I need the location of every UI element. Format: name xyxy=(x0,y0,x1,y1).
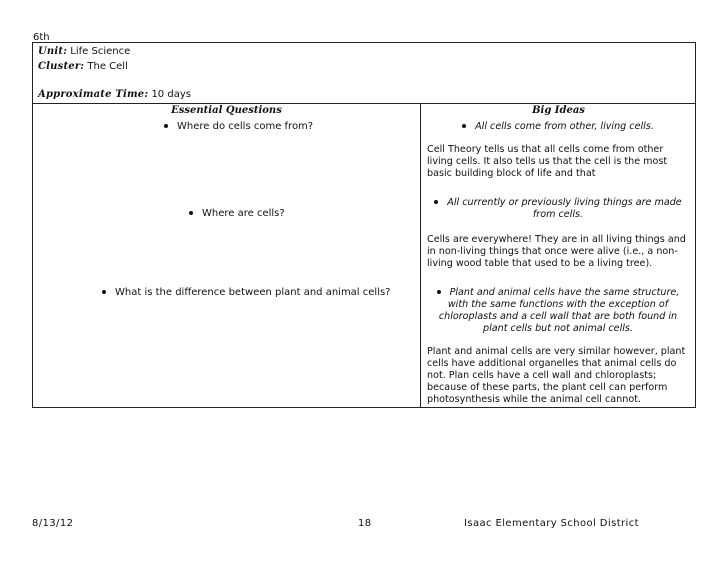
time-label: Approximate Time: xyxy=(38,89,149,100)
cluster-row xyxy=(38,61,128,73)
time-row xyxy=(38,89,191,101)
unit-row xyxy=(38,46,130,58)
question-item: Where are cells? xyxy=(189,208,285,219)
big-idea-text: Plant and animal cells are very similar however, plant cells have additional organelles that animal cells do not. Plan cells have a cell wall and chloroplasts; because of these parts, the plant cell can perform photosynthesis while the animal cell cannot. xyxy=(427,346,686,405)
column-divider xyxy=(420,103,421,407)
cluster-value: The Cell xyxy=(87,61,128,72)
footer-date: 8/13/12 xyxy=(32,518,74,529)
cluster-label: Cluster: xyxy=(38,61,85,72)
big-idea-text: Cell Theory tells us that all cells come from other living cells. It also tells us that the cell is the most basic building block of life and that xyxy=(427,144,668,179)
big-idea-item: Plant and animal cells have the same structure, with the same functions with the exception of chloroplasts and a cell wall that are both found in plant cells but not animal cells. xyxy=(427,287,689,335)
footer-page-number: 18 xyxy=(358,518,372,529)
footer-district: Isaac Elementary School District xyxy=(464,518,639,529)
bullet-icon xyxy=(437,290,441,294)
question-item: What is the difference between plant and animal cells? xyxy=(102,287,391,298)
essential-questions-heading: Essential Questions xyxy=(171,105,282,116)
bullet-icon xyxy=(164,124,168,128)
bullet-icon xyxy=(189,211,193,215)
unit-label: Unit: xyxy=(38,46,68,57)
header-divider xyxy=(33,103,695,104)
grade-label: 6th xyxy=(33,32,50,43)
question-item: Where do cells come from? xyxy=(164,121,313,132)
big-idea-text: Cells are everywhere! They are in all living things and in non-living things that once were alive (i.e., a non-living wood table that used to be a living tree). xyxy=(427,234,686,269)
unit-value: Life Science xyxy=(70,46,131,57)
big-ideas-heading: Big Ideas xyxy=(532,105,585,116)
bullet-icon xyxy=(434,200,438,204)
bullet-icon xyxy=(102,290,106,294)
big-idea-item: All cells come from other, living cells. xyxy=(427,121,689,133)
time-value: 10 days xyxy=(151,89,191,100)
bullet-icon xyxy=(462,124,466,128)
big-idea-item: All currently or previously living things are made from cells. xyxy=(427,197,689,221)
unit-table xyxy=(32,42,696,408)
